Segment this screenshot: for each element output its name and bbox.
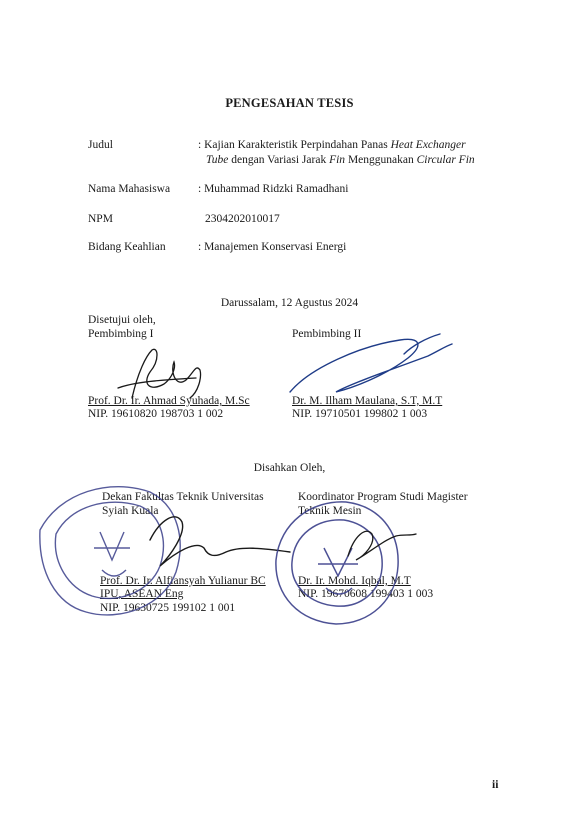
judul-text-e: Fin	[329, 154, 346, 166]
page-number: ii	[492, 779, 499, 791]
place-date: Darussalam, 12 Agustus 2024	[220, 297, 359, 309]
dean-role-line2: Syiah Kuala	[102, 505, 159, 517]
program-seal	[276, 502, 398, 624]
ratified-by: Disahkan Oleh,	[253, 462, 326, 474]
judul-text-f: Menggunakan	[345, 154, 417, 166]
dean-title2: IPU, ASEAN Eng	[100, 588, 184, 600]
bidang-value: : Manajemen Konservasi Energi	[198, 241, 347, 253]
judul-text-c: Tube	[206, 154, 229, 166]
coord-name: Dr. Ir. Mohd. Iqbal, M.T	[298, 575, 411, 587]
dean-role-line1: Dekan Fakultas Teknik Universitas	[102, 491, 264, 503]
signature-dean	[150, 517, 290, 566]
dean-nip: NIP. 19630725 199102 1 001	[100, 602, 236, 614]
nama-label: Nama Mahasiswa	[88, 183, 171, 195]
signature-coordinator	[348, 531, 416, 560]
advisor2-name: Dr. M. Ilham Maulana, S.T, M.T	[292, 395, 443, 407]
bidang-label: Bidang Keahlian	[88, 241, 166, 253]
judul-text-d: dengan Variasi Jarak	[228, 154, 330, 166]
advisor1-nip: NIP. 19610820 198703 1 002	[88, 408, 224, 420]
judul-value-line1	[198, 139, 466, 151]
npm-value: 2304202010017	[205, 213, 280, 225]
dean-name: Prof. Dr. Ir. Alfiansyah Yulianur BC	[100, 575, 266, 587]
signature-advisor1	[118, 349, 201, 398]
advisor1-role: Pembimbing I	[88, 328, 154, 340]
judul-text-g: Circular Fin	[416, 154, 475, 166]
advisor1-name: Prof. Dr. Ir. Ahmad Syuhada, M.Sc	[88, 395, 250, 407]
judul-text-b: Heat Exchanger	[390, 139, 466, 151]
judul-label: Judul	[88, 139, 113, 151]
judul-value-line2	[206, 154, 475, 166]
judul-text-a: : Kajian Karakteristik Perpindahan Panas	[198, 139, 391, 151]
agreed-by: Disetujui oleh,	[88, 314, 156, 326]
page-title: PENGESAHAN TESIS	[225, 96, 354, 110]
coord-role-line1: Koordinator Program Studi Magister	[298, 491, 468, 503]
advisor2-role: Pembimbing II	[292, 328, 362, 340]
coord-role-line2: Teknik Mesin	[298, 505, 362, 517]
advisor2-nip: NIP. 19710501 199802 1 003	[292, 408, 428, 420]
coord-nip: NIP. 19670608 199403 1 003	[298, 588, 434, 600]
nama-value: : Muhammad Ridzki Ramadhani	[198, 183, 349, 195]
npm-label: NPM	[88, 213, 113, 225]
signature-advisor2	[290, 334, 452, 392]
